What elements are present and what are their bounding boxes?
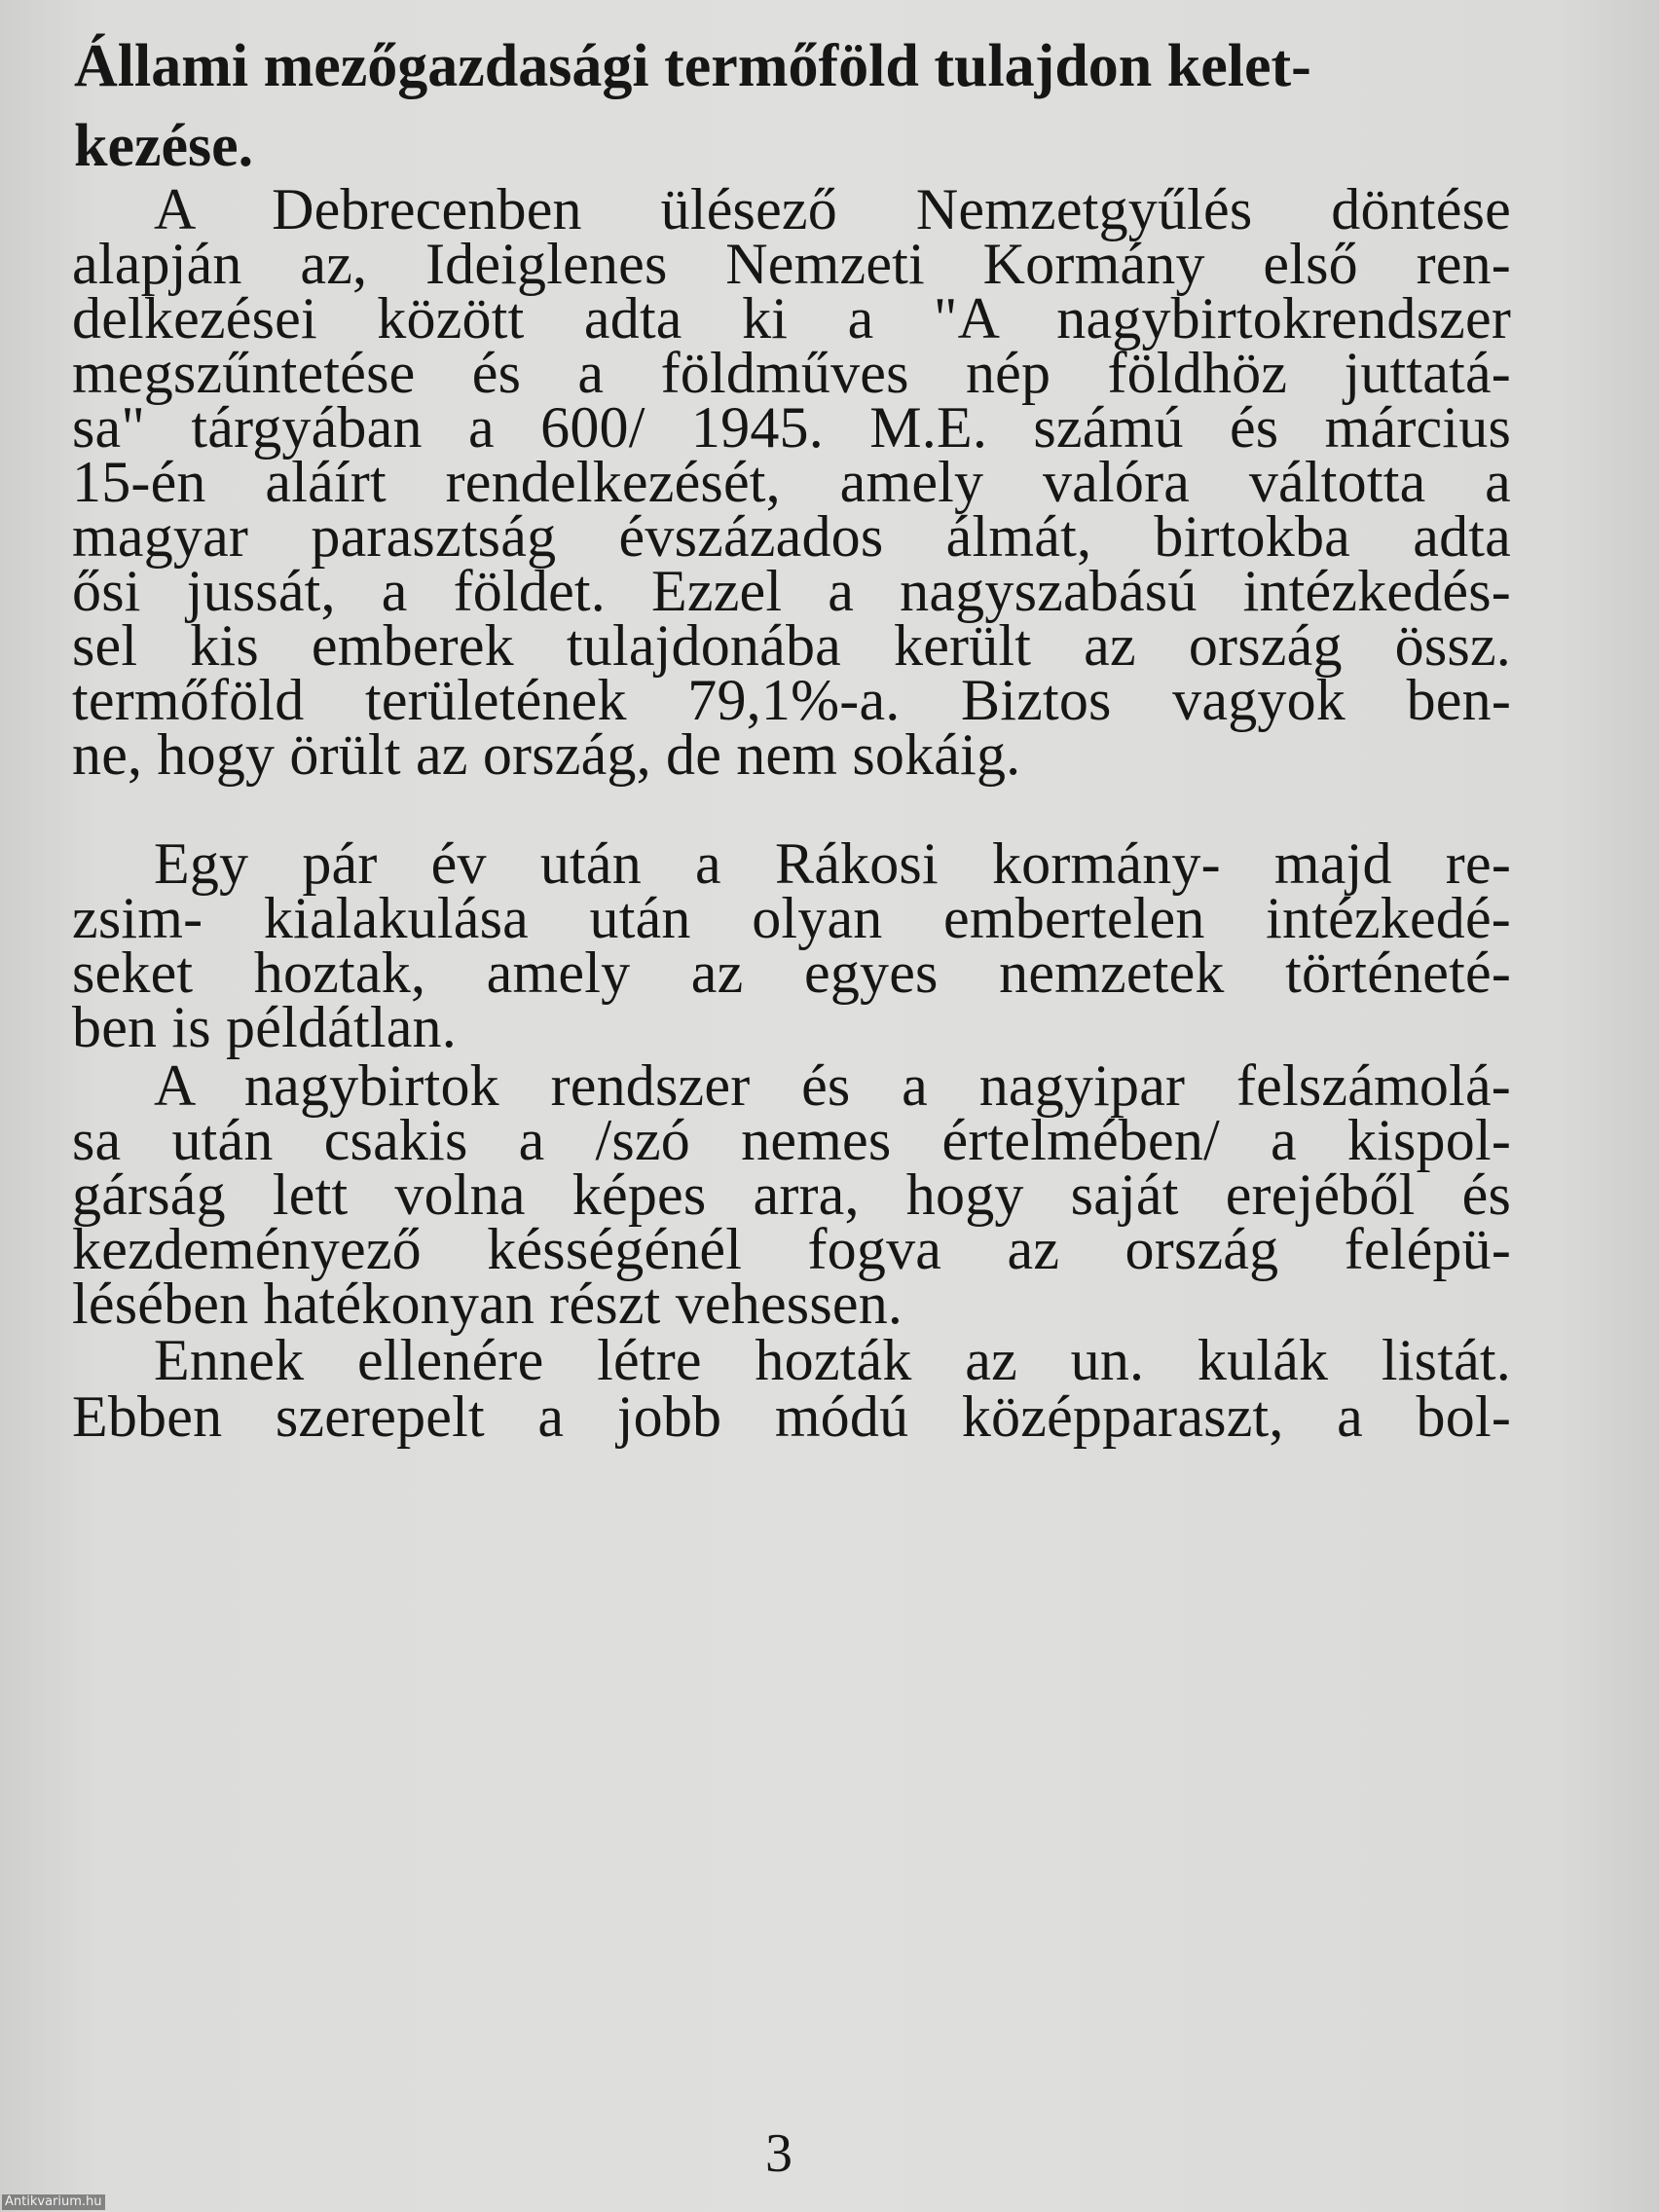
heading-line-1: Állami mezőgazdasági termőföld tulajdon kelet- [74,33,1311,99]
paragraph-3-line: gárság lett volna képes arra, hogy saját erejéből és [72,1162,1511,1227]
paragraph-1-line: magyar parasztság évszázados álmát, birtokba adta [72,504,1511,569]
heading-line-2: kezése. [74,113,254,179]
page-number: 3 [765,2123,793,2184]
paragraph-3-line: lésében hatékonyan részt vehessen. [72,1272,903,1336]
paragraph-1-line: termőföld területének 79,1%-a. Biztos vagyok ben- [72,668,1511,732]
paragraph-1-line: alapján az, Ideiglenes Nemzeti Kormány első ren- [72,232,1511,296]
paragraph-1-line: delkezései között adta ki a "A nagybirtokrendszer [72,286,1511,350]
paragraph-1-line: ősi jussát, a földet. Ezzel a nagyszabású intézkedés- [72,559,1511,623]
paragraph-1-line: 15-én aláírt rendelkezését, amely valóra váltotta a [72,450,1511,514]
paragraph-4-line: Ebben szerepelt a jobb módú középparaszt, a bol- [72,1384,1511,1449]
watermark-label: Antikvarium.hu [2,2194,105,2210]
paragraph-1-line: ne, hogy örült az ország, de nem sokáig. [72,722,1021,787]
paragraph-2-line: Egy pár év után a Rákosi kormány- majd re- [154,831,1511,896]
paragraph-1-line: sa" tárgyában a 600/ 1945. M.E. számú és március [72,395,1511,460]
paragraph-2-line: seket hoztak, amely az egyes nemzetek történeté- [72,940,1511,1005]
paragraph-3-line: sa után csakis a /szó nemes értelmében/ a kispol- [72,1108,1511,1172]
paragraph-4-line: Ennek ellenére létre hozták az un. kulák listát. [154,1328,1511,1392]
paragraph-1-line: sel kis emberek tulajdonába került az ország össz. [72,613,1511,678]
paragraph-2-line: zsim- kialakulása után olyan embertelen intézkedé- [72,886,1511,950]
paragraph-3-line: A nagybirtok rendszer és a nagyipar felszámolá- [154,1053,1511,1118]
paragraph-3-line: kezdeményező késségénél fogva az ország felépü- [72,1217,1511,1281]
paragraph-2-line: ben is példátlan. [72,995,457,1059]
paragraph-1-line: A Debrecenben ülésező Nemzetgyűlés döntése [154,177,1511,241]
paragraph-1-line: megszűntetése és a földműves nép földhöz juttatá- [72,341,1511,405]
